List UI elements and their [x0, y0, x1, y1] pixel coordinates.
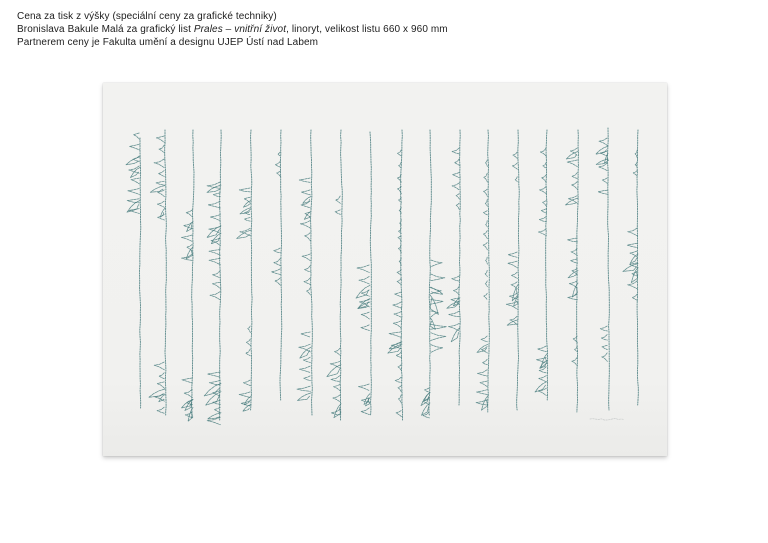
print-leaf-outline	[430, 318, 435, 330]
print-vine-squiggle	[568, 238, 578, 300]
print-trunk-line	[370, 132, 371, 415]
print-leaf-outline	[481, 396, 488, 411]
print-leaf-outline	[565, 198, 578, 205]
print-trunk-line	[517, 130, 520, 410]
caption	[17, 10, 448, 49]
caption-line-award: Cena za tisk z výšky (speciální ceny za grafické techniky)	[17, 11, 277, 22]
print-vine-squiggle	[154, 362, 164, 413]
caption-artwork-title: Prales – vnitřní život	[193, 24, 287, 35]
print-trunk-line	[607, 128, 609, 410]
print-vine-squiggle	[359, 384, 370, 415]
print-leaf-outline	[204, 383, 221, 396]
print-leaf-outline	[430, 295, 438, 315]
print-trunk-line	[429, 130, 431, 415]
caption-line-artist	[17, 23, 448, 36]
print-vine-squiggle	[302, 254, 310, 295]
print-leaf-outline	[596, 146, 608, 154]
print-leaf-outline	[356, 285, 370, 298]
print-trunk-line	[488, 130, 490, 412]
print-leaf-outline	[566, 152, 578, 160]
print-trunk-line	[251, 130, 253, 410]
caption-artist-text: Bronislava Bakule Malá za grafický list	[17, 24, 194, 35]
caption-medium-text: , linoryt, velikost listu 660 x 960 mm	[286, 24, 448, 35]
print-vine-squiggle	[476, 336, 487, 405]
pencil-signature-mark	[590, 419, 624, 421]
linocut-print-svg	[103, 83, 667, 456]
print-vine-squiggle	[330, 348, 340, 415]
print-vine-squiggle	[357, 265, 370, 331]
print-trunk-line	[311, 130, 313, 415]
print-trunk-line	[280, 130, 282, 400]
print-vine-squiggle	[154, 136, 164, 220]
print-leaf-outline	[477, 344, 488, 352]
print-vine-squiggle	[271, 248, 280, 285]
print-trunk-line	[459, 130, 460, 405]
caption-line-partner: Partnerem ceny je Fakulta umění a designu UJEP Ústí nad Labem	[17, 37, 319, 48]
print-vine-squiggle	[335, 196, 340, 214]
print-vine-squiggle	[246, 326, 251, 356]
print-vine-squiggle	[423, 388, 430, 418]
print-leaf-outline	[150, 186, 165, 193]
print-vine-squiggle	[275, 152, 280, 176]
print-leaf-outline	[298, 393, 312, 401]
print-vine-squiggle	[299, 178, 310, 241]
print-vine-squiggle	[600, 326, 607, 361]
print-vine-squiggle	[598, 138, 607, 194]
print-leaf-outline	[240, 208, 251, 214]
print-vine-squiggle	[389, 292, 401, 349]
print-trunk-line	[192, 130, 194, 418]
print-vine-squiggle	[297, 332, 310, 391]
print-trunk-line	[140, 138, 141, 408]
print-vine-squiggle	[512, 152, 517, 182]
print-vine-squiggle	[633, 150, 637, 176]
print-leaf-outline	[303, 197, 311, 204]
print-vine-squiggle	[452, 148, 459, 210]
print-leaf-outline	[327, 365, 341, 377]
print-leaf-outline	[300, 347, 311, 358]
print-vine-squiggle	[182, 210, 193, 261]
artwork-paper	[103, 83, 667, 456]
print-trunk-line	[340, 130, 342, 420]
print-vine-squiggle	[483, 160, 487, 300]
print-vine-squiggle	[539, 148, 547, 236]
print-leaf-outline	[207, 226, 221, 238]
print-vine-squiggle	[207, 182, 220, 300]
print-leaf-outline	[630, 254, 638, 264]
print-vine-squiggle	[431, 260, 447, 353]
print-leaf-outline	[243, 201, 251, 208]
print-trunk-line	[220, 130, 222, 420]
print-leaf-outline	[451, 328, 460, 342]
print-leaf-outline	[541, 354, 547, 368]
print-trunk-line	[165, 130, 167, 415]
print-vine-squiggle	[395, 352, 401, 417]
